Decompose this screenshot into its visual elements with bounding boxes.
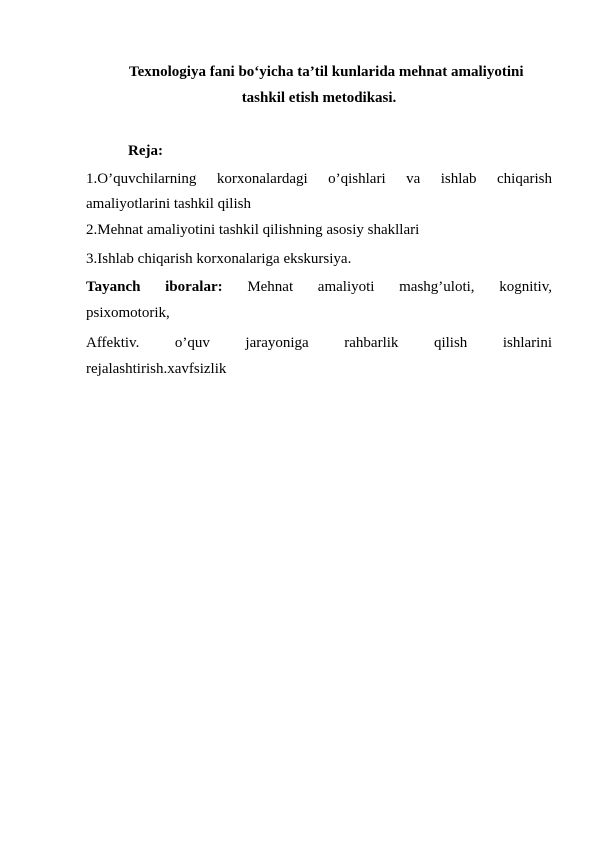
plan-item-1-line-1: 1.O’quvchilarning korxonalardagi o’qishlari va ishlab chiqarish: [86, 171, 552, 187]
plan-item-3: 3.Ishlab chiqarish korxonalariga ekskursiya.: [86, 251, 352, 267]
keywords-line-2: psixomotorik,: [86, 305, 170, 321]
document-title-line-1: Texnologiya fani bo‘yicha ta’til kunlarida mehnat amaliyotini: [129, 64, 524, 80]
keywords-line-3: Affektiv. o’quv jarayoniga rahbarlik qilish ishlarini: [86, 335, 552, 351]
plan-item-1-line-2: amaliyotlarini tashkil qilish: [86, 196, 251, 212]
keywords-line-1-text: Mehnat amaliyoti mashg’uloti, kognitiv,: [222, 279, 552, 295]
document-title-line-2: tashkil etish metodikasi.: [241, 90, 397, 106]
keywords-line-4: rejalashtirish.xavfsizlik: [86, 361, 227, 377]
plan-heading: Reja:: [128, 143, 163, 159]
keywords-line-1: [86, 276, 552, 298]
plan-item-2: 2.Mehnat amaliyotini tashkil qilishning asosiy shakllari: [86, 222, 420, 238]
keywords-label: Tayanch iboralar:: [86, 279, 223, 295]
